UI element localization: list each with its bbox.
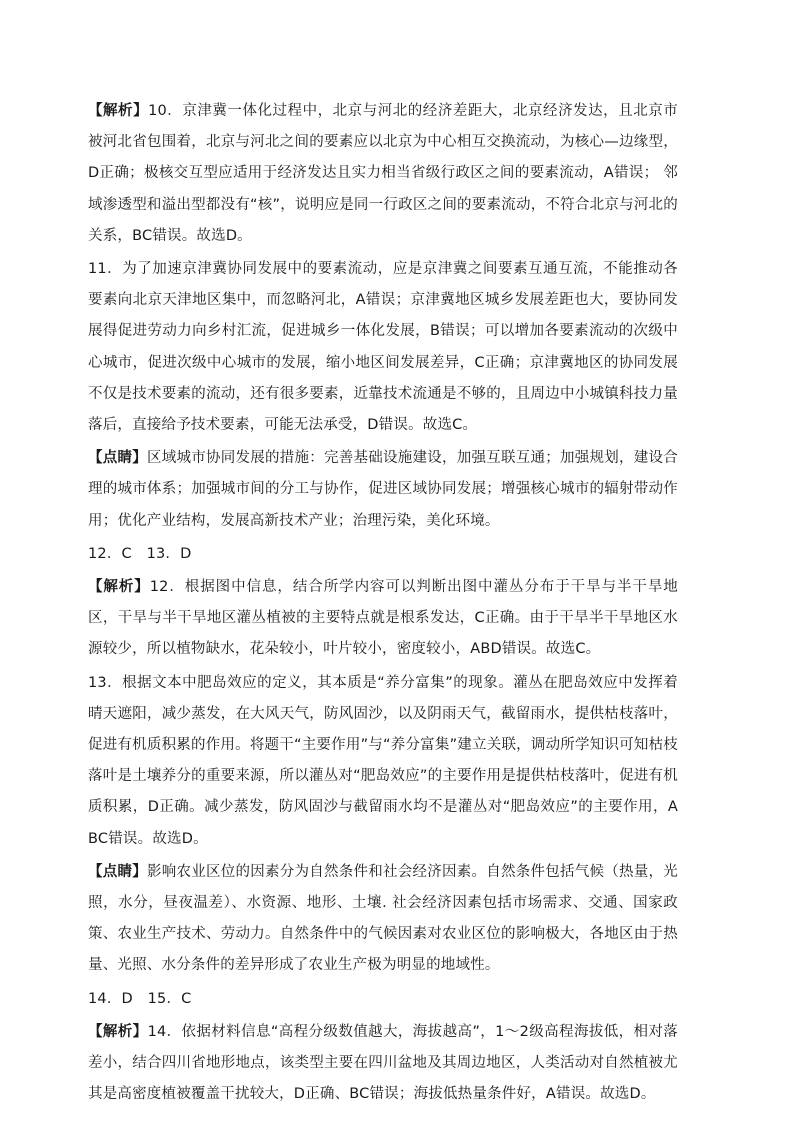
answers-12-13 <box>88 539 678 570</box>
paragraph-text: 12．根据图中信息，结合所学内容可以判断出图中灌丛分布于干旱与半干旱地区，干旱与半干旱地区灌丛植被的主要特点就是根系发达，C正确。由于干旱半干旱地区水源较少，所以植物缺水，花朵较小，叶片较小，密度较小，ABD错误。故选C。 <box>88 579 678 658</box>
analysis-tag: 【解析】 <box>88 579 150 596</box>
paragraph-text: 影响农业区位的因素分为自然条件和社会经济因素。自然条件包括气候（热量，光照，水分，昼夜温差）、水资源、地形、土壤. 社会经济因素包括市场需求、交通、国家政策、农业生产技术、劳动力。自然条件中的气候因素对农业区位的影响极大，各地区由于热量、光照、水分条件的差异形成了农业生产极为明显的地域性。 <box>88 863 678 974</box>
analysis-paragraph-q13 <box>88 668 678 855</box>
paragraph-text: 11．为了加速京津冀协同发展中的要素流动，应是京津冀之间要素互通互流，不能推动各要素向北京天津地区集中，而忽略河北，A错误；京津冀地区城乡发展差距也大，要协同发展得促进劳动力向乡村汇流，促进城乡一体化发展，B错误；可以增加各要素流动的次级中心城市，促进次级中心城市的发展，缩小地区间发展差异，C正确；京津冀地区的协同发展不仅是技术要素的流动，还有很多要素，近靠技术流通是不够的，且周边中小城镇科技力量落后，直接给予技术要素，可能无法承受，D错误。故选C。 <box>88 261 678 434</box>
paragraph-text: 13．根据文本中肥岛效应的定义，其本质是“养分富集”的现象。灌丛在肥岛效应中发挥着晴天遮阳，减少蒸发，在大风天气，防风固沙，以及阴雨天气，截留雨水，提供枯枝落叶，促进有机质积累的作用。将题干“主要作用”与“养分富集”建立关联，调动所学知识可知枯枝落叶是土壤养分的重要来源，所以灌丛对“肥岛效应”的主要作用是提供枯枝落叶，促进有机质积累，D正确。减少蒸发，防风固沙与截留雨水均不是灌丛对“肥岛效应”的主要作用，ABC错误。故选D。 <box>88 674 678 847</box>
tip-paragraph-1 <box>88 443 678 537</box>
analysis-paragraph-q12 <box>88 572 678 666</box>
answers-14-15 <box>88 984 678 1015</box>
analysis-tag: 【解析】 <box>88 1023 148 1040</box>
tip-tag: 【点睛】 <box>88 450 148 467</box>
paragraph-text: 10．京津冀一体化过程中，北京与河北的经济差距大，北京经济发达，且北京市被河北省包围着，北京与河北之间的要素应以北京为中心相互交换流动，为核心—边缘型，D正确；极核交互型应适用于经济发达且实力相当省级行政区之间的要素流动，A错误； 邻域渗透型和溢出型都没有“核”，说明应是同一行政区之间的要素流动，不符合北京与河北的关系，BC错误。故选D。 <box>88 103 678 244</box>
paragraph-text: 12．C 13．D <box>88 545 192 562</box>
analysis-tag: 【解析】 <box>88 103 149 119</box>
paragraph-text: 14．D 15．C <box>88 990 192 1007</box>
tip-paragraph-2 <box>88 857 678 982</box>
paragraph-text: 14．依据材料信息“高程分级数值越大，海拔越高”，1～2级高程海拔低，相对落差小，结合四川省地形地点，该类型主要在四川盆地及其周边地区，人类活动对自然植被尤其是高密度植被覆盖干扰较大，D正确、BC错误；海拔低热量条件好，A错误。故选D。 <box>88 1023 678 1103</box>
document-page <box>88 96 678 1111</box>
analysis-paragraph-q11 <box>88 254 678 441</box>
tip-tag: 【点睛】 <box>88 863 148 880</box>
analysis-paragraph-q10 <box>88 96 678 252</box>
analysis-paragraph-q14 <box>88 1017 678 1111</box>
paragraph-text: 区域城市协同发展的措施：完善基础设施建设，加强互联互通；加强规划，建设合理的城市体系；加强城市间的分工与协作，促进区域协同发展；增强核心城市的辐射带动作用；优化产业结构，发展高新技术产业；治理污染，美化环境。 <box>88 450 678 529</box>
